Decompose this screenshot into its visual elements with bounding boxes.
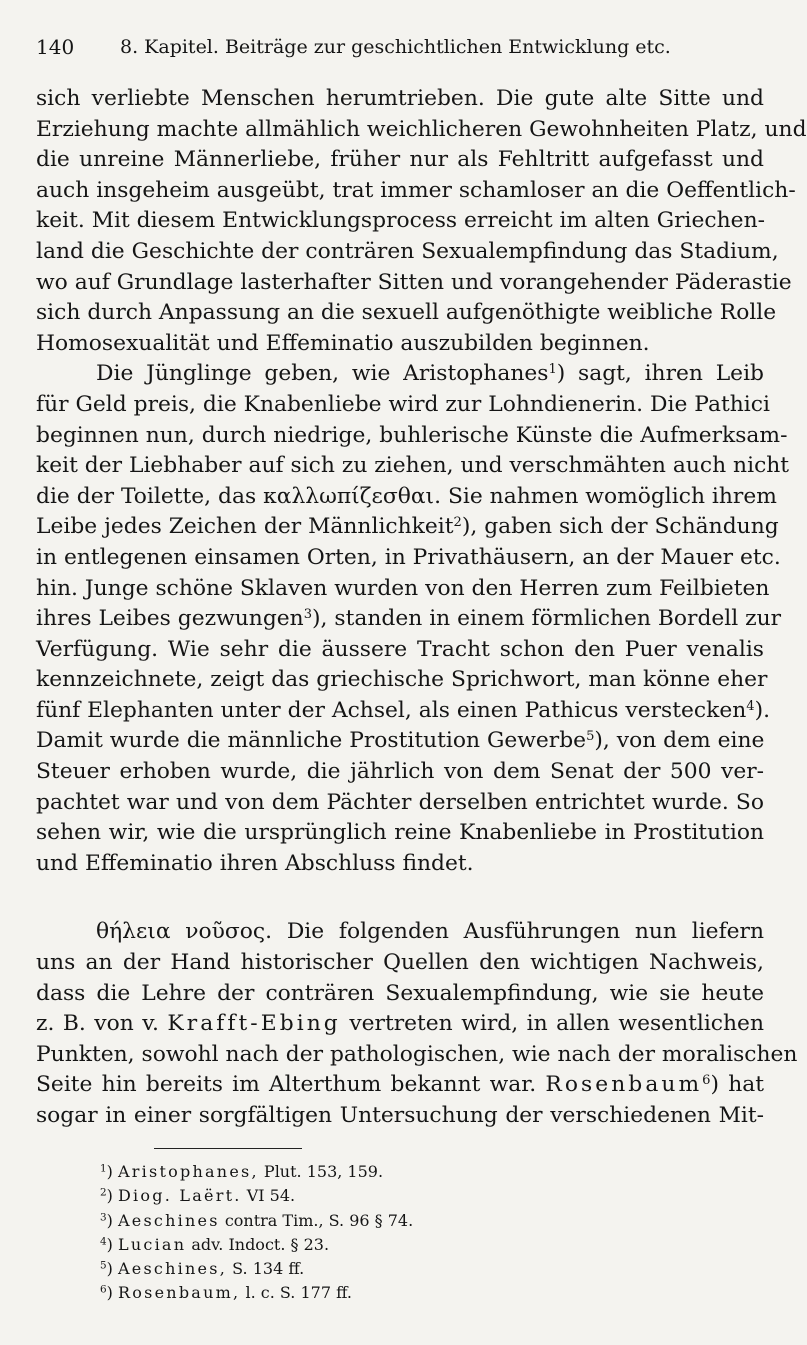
footnote: $^5$) Aeschines, S. 134 ff. — [100, 1259, 305, 1279]
text-line — [36, 1070, 764, 1101]
line-text: ), standen in einem förmlichen Bordell zur — [312, 606, 782, 632]
text-line: und Effeminatio ihren Abschluss findet. — [36, 850, 474, 876]
footnotes — [100, 1160, 560, 1306]
line-text: Die Jünglinge geben, wie Aristophanes — [96, 361, 549, 387]
text-line: sich verliebte Menschen herumtrieben. Die gute alte Sitte und — [36, 86, 764, 111]
text-line — [36, 512, 779, 543]
footnote-text: Plut. 153, 159. — [263, 1162, 384, 1181]
paragraph-1 — [36, 84, 807, 359]
text-line: beginnen nun, durch niedrige, buhlerische Künste die Aufmerksam- — [36, 422, 788, 448]
greek-heading: θήλεια νοῦσος. — [96, 919, 273, 945]
text-line — [36, 604, 782, 635]
text-line: sogar in einer sorgfältigen Untersuchung der verschiedenen Mit- — [36, 1103, 764, 1128]
line-text: ). — [754, 697, 771, 723]
footnote-mark: 5 — [100, 1259, 107, 1272]
footnote-ref: 4 — [746, 698, 755, 714]
footnote-rule — [154, 1148, 302, 1149]
paragraph-3 — [36, 917, 798, 1131]
text-line: pachtet war und von dem Pächter derselben entrichtet wurde. So — [36, 789, 764, 815]
paragraph-2 — [36, 359, 790, 879]
footnote-text: adv. Indoct. § 23. — [191, 1234, 330, 1254]
footnote-author: Aeschines, — [117, 1259, 228, 1279]
footnote-mark: 3 — [100, 1210, 107, 1223]
text-line — [36, 726, 764, 757]
text-line: uns an der Hand historischer Quellen den wichtigen Nachweis, — [36, 950, 764, 976]
text-line: kennzeichnete, zeigt das griechische Sprichwort, man könne eher — [36, 667, 768, 693]
footnote-text: VI 54. — [246, 1186, 296, 1206]
footnote-ref: 6 — [702, 1073, 711, 1089]
footnote-author: Aristophanes, — [117, 1162, 259, 1181]
author-name: Krafft-Ebing — [167, 1011, 341, 1037]
line-text: z. B. von v. — [36, 1011, 159, 1037]
line-text: Die folgenden Ausführungen nun liefern — [286, 919, 764, 945]
footnote-author: Rosenbaum, — [117, 1283, 241, 1303]
footnote-text: S. 134 ff. — [232, 1259, 305, 1279]
footnote-author: Diog. Laërt. — [117, 1186, 242, 1206]
running-title: 8. Kapitel. Beiträge zur geschichtlichen Entwicklung etc. — [120, 36, 671, 58]
text-line: hin. Junge schöne Sklaven wurden von den Herren zum Feilbieten — [36, 575, 770, 601]
line-text: ) sagt, ihren Leib — [556, 361, 764, 387]
page-number: 140 — [36, 35, 75, 59]
text-line: in entlegenen einsamen Orten, in Privathäusern, an der Mauer etc. — [36, 544, 781, 570]
main-text — [36, 84, 807, 1132]
footnote-text: l. c. S. 177 ff. — [245, 1283, 352, 1303]
footnote: $^2$) Diog. Laërt. VI 54. — [100, 1186, 296, 1206]
text-line: Punkten, sowohl nach der pathologischen, wie nach der moralischen — [36, 1041, 798, 1067]
footnote-text: contra Tim., S. 96 § 74. — [224, 1210, 414, 1230]
footnote-ref: 5 — [586, 729, 595, 745]
text-line: sich durch Anpassung an die sexuell aufgenöthigte weibliche Rolle — [36, 300, 777, 326]
text-line: wo auf Grundlage lasterhafter Sitten und vorangehender Päderastie — [36, 269, 792, 295]
line-text: Seite hin bereits im Alterthum bekannt war. — [36, 1072, 537, 1098]
text-line: Verfügung. Wie sehr die äussere Tracht schon den Puer venalis — [36, 636, 764, 662]
footnote-mark: 4 — [100, 1235, 107, 1248]
footnote: $^4$) Lucian adv. Indoct. § 23. — [100, 1234, 330, 1254]
running-header — [36, 32, 764, 62]
text-line — [36, 1009, 764, 1040]
footnote-ref: 3 — [303, 606, 313, 622]
line-text: ), von dem eine — [594, 728, 765, 754]
footnote-ref: 1 — [548, 362, 557, 378]
text-line: keit. Mit diesem Entwicklungsprocess erreicht im alten Griechen- — [36, 208, 765, 234]
text-line — [36, 917, 764, 948]
text-line: Erziehung machte allmählich weichlicheren Gewohnheiten Platz, und — [36, 116, 807, 142]
text-line: sehen wir, wie die ursprünglich reine Knabenliebe in Prostitution — [36, 820, 764, 846]
text-line: die unreine Männerliebe, früher nur als Fehltritt aufgefasst und — [36, 147, 764, 173]
text-line: die der Toilette, das καλλωπίζεσθαι. Sie nahmen womöglich ihrem — [36, 483, 777, 509]
line-text: vertreten wird, in allen wesentlichen — [349, 1011, 764, 1037]
footnote-ref: 2 — [453, 515, 462, 531]
text-line: auch insgeheim ausgeübt, trat immer schamloser an die Oeffentlich- — [36, 177, 796, 203]
footnote: $^1$) Aristophanes, Plut. 153, 159. — [100, 1162, 384, 1181]
footnote-author: Aeschines — [117, 1210, 220, 1230]
text-line: dass die Lehre der conträren Sexualempfindung, wie sie heute — [36, 980, 764, 1006]
footnote: $^6$) Rosenbaum, l. c. S. 177 ff. — [100, 1283, 352, 1303]
text-line: keit der Liebhaber auf sich zu ziehen, und verschmähten auch nicht — [36, 453, 790, 479]
line-text: fünf Elephanten unter der Achsel, als einen Pathicus verstecken — [36, 697, 747, 723]
text-line: Steuer erhoben wurde, die jährlich von dem Senat der 500 ver- — [36, 759, 764, 785]
text-line: Homosexualität und Effeminatio auszubilden beginnen. — [36, 330, 650, 356]
line-text: ihres Leibes gezwungen — [36, 606, 304, 632]
footnote: $^3$) Aeschines contra Tim., S. 96 § 74. — [100, 1210, 414, 1230]
paragraph-spacer — [36, 879, 764, 917]
text-line: land die Geschichte der conträren Sexualempfindung das Stadium, — [36, 238, 779, 264]
footnote-mark: 6 — [100, 1283, 107, 1296]
footnote-mark: 2 — [100, 1186, 107, 1199]
text-line: für Geld preis, die Knabenliebe wird zur Lohndienerin. Die Pathici — [36, 391, 770, 417]
footnote-author: Lucian — [117, 1234, 187, 1254]
line-text: ) hat — [710, 1072, 764, 1098]
line-text: ), gaben sich der Schändung — [461, 514, 779, 540]
line-text: Leibe jedes Zeichen der Männlichkeit — [36, 514, 454, 540]
line-text: Damit wurde die männliche Prostitution Gewerbe — [36, 728, 587, 754]
text-line — [36, 359, 764, 390]
author-name: Rosenbaum — [545, 1072, 703, 1098]
footnote-mark: 1 — [100, 1162, 107, 1175]
text-line — [36, 696, 771, 727]
